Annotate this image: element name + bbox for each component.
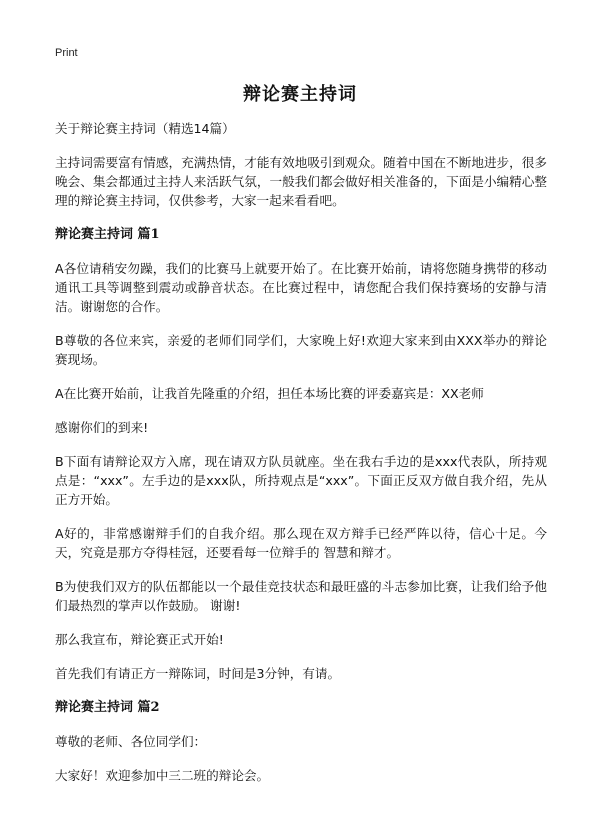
- body-paragraph: 那么我宣布，辩论赛正式开始!: [55, 632, 224, 647]
- intro-paragraph: 主持词需要富有情感，充满热情，才能有效地吸引到观众。随着中国在不断地进步，很多晚会、集会都通过主持人来活跃气氛，一般我们都会做好相关准备的，下面是小编精心整理的辩论赛主持词，仅供参考，大家一起来看看吧。: [55, 155, 547, 208]
- document-title: 辩论赛主持词: [243, 84, 357, 105]
- subtitle: 关于辩论赛主持词（精选14篇）: [55, 121, 235, 136]
- section-heading: 辩论赛主持词 篇2: [55, 700, 160, 715]
- body-paragraph: A各位请稍安勿躁，我们的比赛马上就要开始了。在比赛开始前，请将您随身携带的移动通讯工具等调整到震动或静音状态。在比赛过程中，请您配合我们保持赛场的安静与清洁。谢谢您的合作。: [55, 261, 547, 314]
- body-paragraph: 尊敬的老师、各位同学们：: [55, 734, 207, 749]
- body-paragraph: B为使我们双方的队伍都能以一个最佳竞技状态和最旺盛的斗志参加比赛，让我们给予他们最热烈的掌声以作鼓励。 谢谢!: [55, 579, 547, 613]
- body-paragraph: 感谢你们的到来!: [55, 420, 149, 435]
- body-paragraph: 首先我们有请正方一辩陈词，时间是3分钟，有请。: [55, 666, 341, 681]
- body-paragraph: A在比赛开始前，让我首先隆重的介绍，担任本场比赛的评委嘉宾是：XX老师: [55, 386, 484, 401]
- section-heading: 辩论赛主持词 篇1: [55, 227, 160, 242]
- body-paragraph: 大家好！欢迎参加中三二班的辩论会。: [55, 768, 270, 783]
- body-paragraph: A好的，非常感谢辩手们的自我介绍。那么现在双方辩手已经严阵以待，信心十足。今天，究竟是那方夺得桂冠，还要看每一位辩手的 智慧和辩才。: [55, 526, 547, 560]
- body-paragraph: B下面有请辩论双方入席，现在请双方队员就座。坐在我右手边的是xxx代表队，所持观点是：“xxx”。左手边的是xxx队，所持观点是“xxx”。下面正反双方做自我介绍，先从正方开始。: [55, 454, 547, 507]
- body-paragraph: B尊敬的各位来宾，亲爱的老师们同学们，大家晚上好!欢迎大家来到由XXX举办的辩论赛现场。: [55, 333, 547, 367]
- print-link[interactable]: Print: [55, 47, 78, 59]
- document-body: [55, 119, 547, 800]
